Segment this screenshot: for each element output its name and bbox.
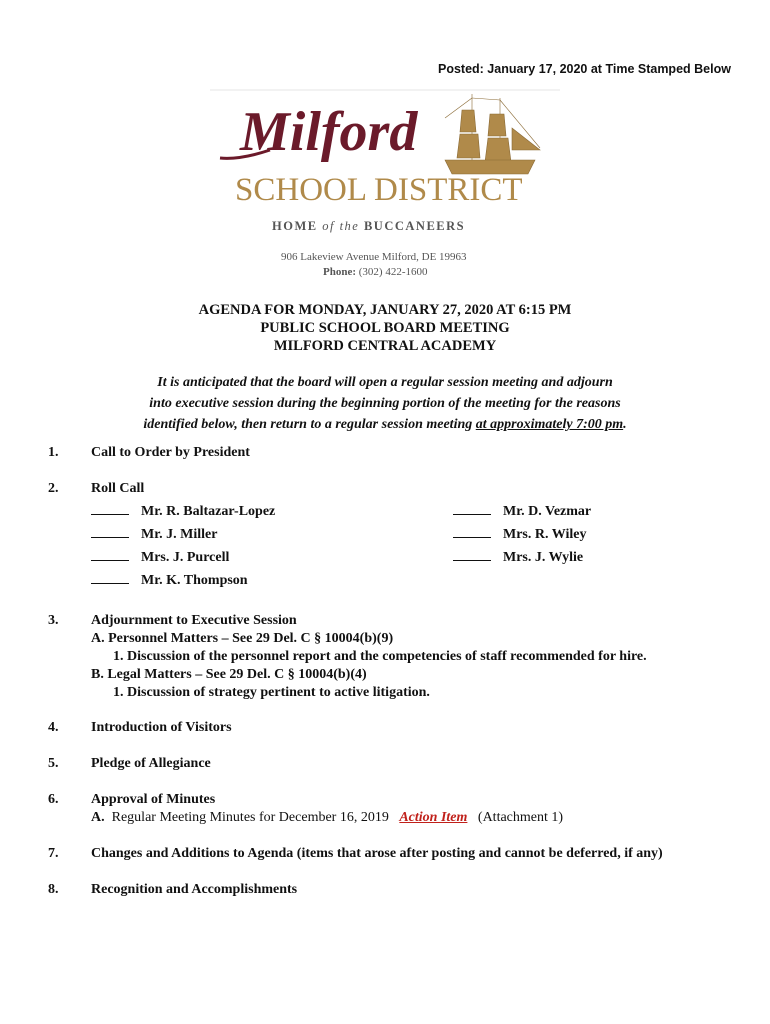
signature-blank xyxy=(91,526,129,538)
signature-blank xyxy=(453,549,491,561)
action-item-link[interactable]: Action Item xyxy=(399,810,468,825)
item-call-to-order: Call to Order by President xyxy=(91,445,250,460)
attachment-ref: (Attachment 1) xyxy=(477,810,564,825)
item-number: 6. xyxy=(48,792,59,807)
item-pledge: Pledge of Allegiance xyxy=(91,756,211,771)
item-changes-agenda: Changes and Additions to Agenda (items that arose after posting and cannot be deferred, if any) xyxy=(91,846,663,861)
sub-item-personnel-detail: 1. Discussion of the personnel report and the competencies of staff recommended for hire. xyxy=(113,649,647,664)
sub-item-personnel: A. Personnel Matters – See 29 Del. C § 10004(b)(9) xyxy=(91,631,394,646)
signature-blank xyxy=(91,549,129,561)
item-approval-minutes: Approval of Minutes xyxy=(91,792,216,807)
intro-paragraph xyxy=(80,372,690,435)
intro-time: at approximately 7:00 pm xyxy=(475,417,624,432)
roll-call-member: Mr. R. Baltazar-Lopez xyxy=(91,503,275,520)
logo-phone: Phone: (302) 422-1600 xyxy=(323,266,428,278)
signature-blank xyxy=(453,526,491,538)
agenda-title: AGENDA FOR MONDAY, JANUARY 27, 2020 AT 6:15 PM xyxy=(198,302,572,318)
item-roll-call: Roll Call xyxy=(91,481,145,496)
sub-item-legal-detail: 1. Discussion of strategy pertinent to active litigation. xyxy=(113,685,430,700)
item-visitors: Introduction of Visitors xyxy=(91,720,232,735)
roll-call-member: Mr. J. Miller xyxy=(91,526,217,543)
roll-call-member: Mrs. J. Purcell xyxy=(91,549,229,566)
item-executive-session: Adjournment to Executive Session xyxy=(91,613,297,628)
item-number: 5. xyxy=(48,756,59,771)
ship-icon xyxy=(445,94,540,174)
logo-word: Milford xyxy=(240,101,418,163)
sub-item-minutes: A. Regular Meeting Minutes for December 16, 2019 Action Item (Attachment 1) xyxy=(91,810,564,825)
signature-blank xyxy=(91,503,129,515)
roll-call-member: Mr. D. Vezmar xyxy=(453,503,591,520)
logo-graphic xyxy=(210,88,560,278)
item-number: 8. xyxy=(48,882,59,897)
intro-line: identified below, then return to a regular session meeting at approximately 7:00 pm. xyxy=(143,417,627,432)
item-number: 4. xyxy=(48,720,59,735)
item-number: 3. xyxy=(48,613,59,628)
sub-item-legal: B. Legal Matters – See 29 Del. C § 10004(b)(4) xyxy=(91,667,367,682)
logo-address: 906 Lakeview Avenue Milford, DE 19963 xyxy=(281,251,467,263)
item-number: 7. xyxy=(48,846,59,861)
item-number: 2. xyxy=(48,481,59,496)
signature-blank xyxy=(91,572,129,584)
logo-district: SCHOOL DISTRICT xyxy=(235,172,523,208)
item-number: 1. xyxy=(48,445,59,460)
posted-date: Posted: January 17, 2020 at Time Stamped Below xyxy=(438,62,731,76)
roll-call-member: Mr. K. Thompson xyxy=(91,572,248,589)
district-logo xyxy=(210,88,560,278)
logo-tagline: HOME of the BUCCANEERS xyxy=(272,219,466,233)
item-recognition: Recognition and Accomplishments xyxy=(91,882,298,897)
intro-line: It is anticipated that the board will open a regular session meeting and adjourn xyxy=(157,375,613,390)
meeting-type: PUBLIC SCHOOL BOARD MEETING xyxy=(260,320,510,336)
meeting-location: MILFORD CENTRAL ACADEMY xyxy=(273,338,497,354)
signature-blank xyxy=(453,503,491,515)
roll-call-member: Mrs. R. Wiley xyxy=(453,526,586,543)
intro-line: into executive session during the beginning portion of the meeting for the reasons xyxy=(149,396,621,411)
roll-call-member: Mrs. J. Wylie xyxy=(453,549,583,566)
